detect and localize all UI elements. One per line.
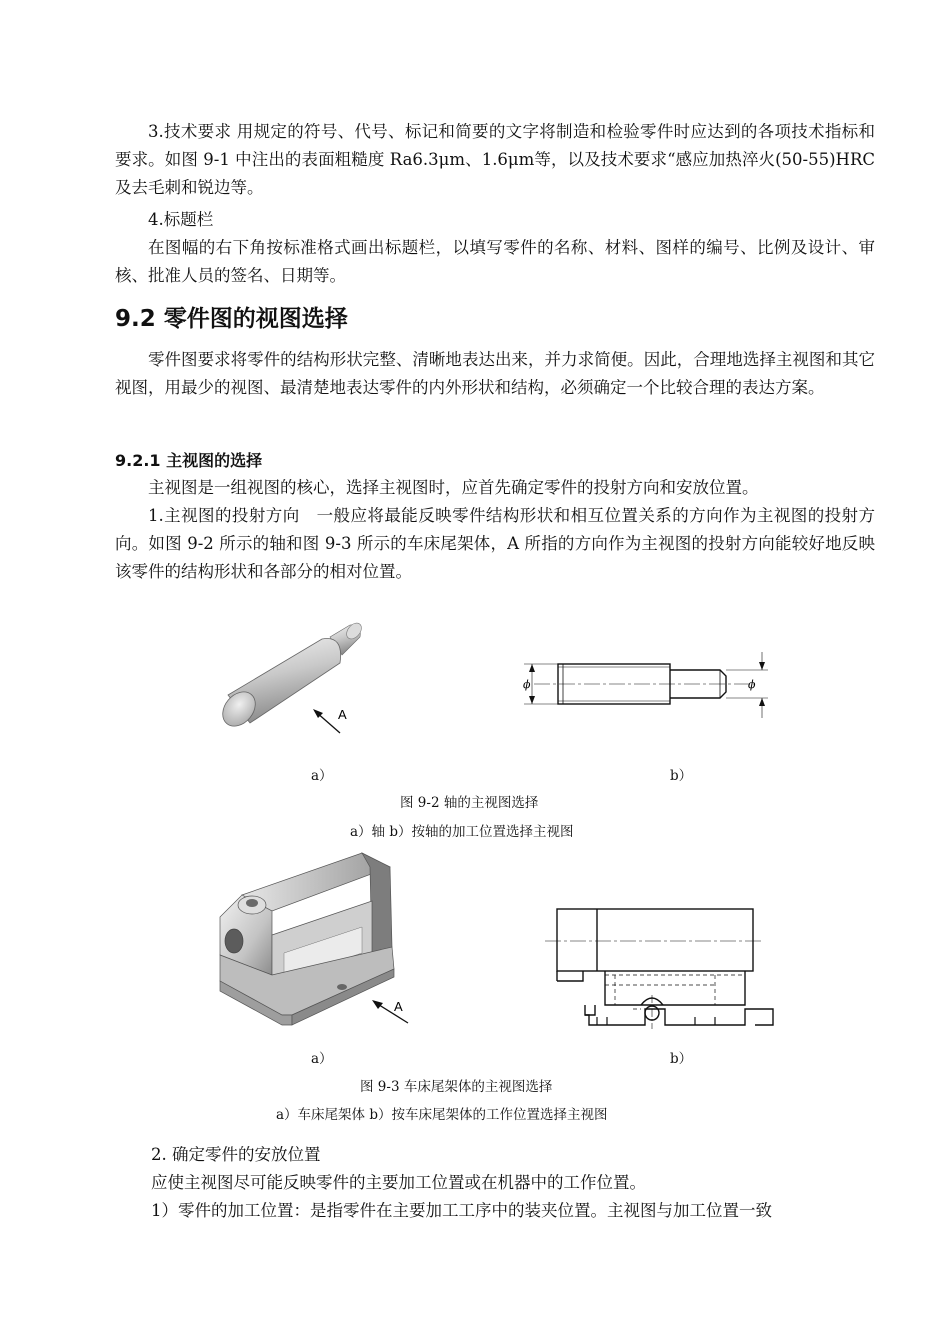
paragraph-projection-direction: 1.主视图的投射方向 一般应将最能反映零件结构形状和相互位置关系的方向作为主视图的投射方向。如图 9-2 所示的轴和图 9-3 所示的车床尾架体，A 所指的方向作为主视图的投射方向能较好地反映该零件的结构形状和各部分的相对位置。 xyxy=(115,506,875,581)
fig2-label-a: a） xyxy=(311,768,333,784)
paragraph-machining-position: 1）零件的加工位置：是指零件在主要加工工序中的装夹位置。主视图与加工位置一致 xyxy=(151,1201,772,1220)
subsection-heading: 9.2.1 主视图的选择 xyxy=(115,451,263,470)
shaft-3d-figure xyxy=(210,615,380,745)
fig2-caption-title: 图 9-2 轴的主视图选择 xyxy=(400,795,539,811)
shaft-orthographic-figure xyxy=(510,648,780,722)
tailstock-3d-figure xyxy=(212,845,412,1030)
paragraph-placement-heading: 2. 确定零件的安放位置 xyxy=(151,1145,321,1164)
paragraph-main-view-core: 主视图是一组视图的核心，选择主视图时，应首先确定零件的投射方向和安放位置。 xyxy=(148,478,759,497)
fig2-arrow-label: A xyxy=(338,707,347,722)
paragraph-technical-requirements: 3.技术要求 用规定的符号、代号、标记和简要的文字将制造和检验零件时应达到的各项技术指标和要求。如图 9-1 中注出的表面粗糙度 Ra6.3μm、1.6μm等，以及技术要求“感应加热淬火(50-55)HRC 及去毛刺和锐边等。 xyxy=(115,122,875,197)
fig3-caption-title: 图 9-3 车床尾架体的主视图选择 xyxy=(360,1079,553,1095)
fig3-label-a: a） xyxy=(311,1051,333,1067)
fig3-arrow-label: A xyxy=(394,999,403,1014)
fig2-caption-subtitle: a）轴 b）按轴的加工位置选择主视图 xyxy=(350,824,574,840)
fig3-label-b: b） xyxy=(670,1051,693,1067)
fig2-dim-left: ϕ xyxy=(523,678,531,691)
paragraph-view-selection-intro: 零件图要求将零件的结构形状完整、清晰地表达出来，并力求简便。因此，合理地选择主视图和其它视图，用最少的视图、最清楚地表达零件的内外形状和结构，必须确定一个比较合理的表达方案。 xyxy=(115,350,875,397)
paragraph-placement: 应使主视图尽可能反映零件的主要加工位置或在机器中的工作位置。 xyxy=(151,1173,646,1192)
fig2-label-b: b） xyxy=(670,768,693,784)
paragraph-title-block: 在图幅的右下角按标准格式画出标题栏，以填写零件的名称、材料、图样的编号、比例及设计、审核、批准人员的签名、日期等。 xyxy=(115,238,875,285)
paragraph-title-block-heading: 4.标题栏 xyxy=(148,210,214,229)
fig2-dim-right: ϕ xyxy=(748,678,756,691)
fig3-caption-subtitle: a）车床尾架体 b）按车床尾架体的工作位置选择主视图 xyxy=(276,1107,608,1123)
section-heading: 9.2 零件图的视图选择 xyxy=(115,306,348,332)
tailstock-orthographic-figure xyxy=(545,905,775,1030)
